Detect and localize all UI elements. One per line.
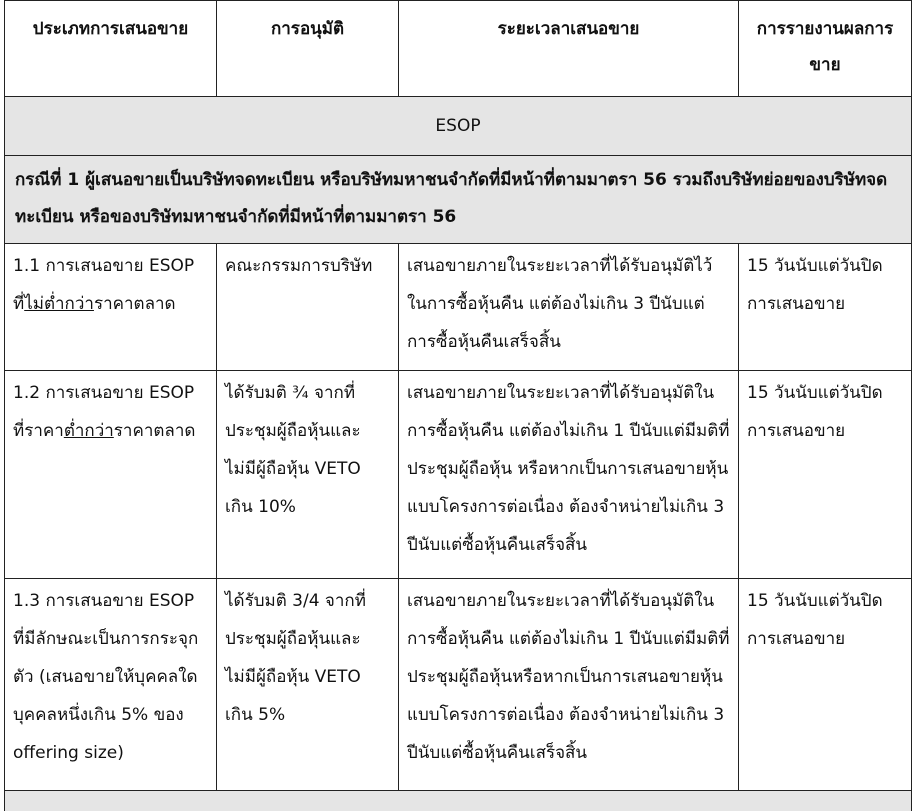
table-row: [5, 579, 912, 791]
next-section-row: [5, 791, 912, 811]
table-row: [5, 244, 912, 371]
offering-type-text: 1.1 การเสนอขาย ESOP ที่: [13, 256, 194, 314]
approval-cell: ได้รับมติ ¾ จากที่ประชุมผู้ถือหุ้นและไม่มีผู้ถือหุ้น VETO เกิน 10%: [217, 371, 399, 579]
period-cell: เสนอขายภายในระยะเวลาที่ได้รับอนุมัติในการซื้อหุ้นคืน แต่ต้องไม่เกิน 1 ปีนับแต่มีมติที่ประชุมผู้ถือหุ้นหรือหากเป็นการเสนอขายหุ้นแบบโครงการต่อเนื่อง ต้องจำหน่ายไม่เกิน 3 ปีนับแต่ซื้อหุ้นคืนเสร็จสิ้น: [399, 579, 739, 791]
period-cell: เสนอขายภายในระยะเวลาที่ได้รับอนุมัติไว้ในการซื้อหุ้นคืน แต่ต้องไม่เกิน 3 ปีนับแต่การซื้อหุ้นคืนเสร็จสิ้น: [399, 244, 739, 371]
offering-type-cell: [5, 371, 217, 579]
header-offering-period: ระยะเวลาเสนอขาย: [399, 1, 739, 97]
case-title: กรณีที่ 1 ผู้เสนอขายเป็นบริษัทจดทะเบียน หรือบริษัทมหาชนจำกัดที่มีหน้าที่ตามมาตรา 56 รวมถึงบริษัทย่อยของบริษัทจดทะเบียน หรือของบริษัทมหาชนจำกัดที่มีหน้าที่ตามมาตรา 56: [5, 156, 912, 244]
header-approval: การอนุมัติ: [217, 1, 399, 97]
header-offering-type: ประเภทการเสนอขาย: [5, 1, 217, 97]
offering-type-cell: [5, 579, 217, 791]
offering-type-suffix: ราคาตลาด: [114, 421, 196, 441]
header-sales-report: การรายงานผลการขาย: [739, 1, 912, 97]
offering-type-text: 1.3 การเสนอขาย ESOP ที่มีลักษณะเป็นการกระจุกตัว (เสนอขายให้บุคคลใดบุคคลหนึ่งเกิน 5% ของ offering size): [13, 591, 198, 763]
table-row: [5, 371, 912, 579]
report-cell: 15 วันนับแต่วันปิดการเสนอขาย: [739, 244, 912, 371]
period-cell: เสนอขายภายในระยะเวลาที่ได้รับอนุมัติในการซื้อหุ้นคืน แต่ต้องไม่เกิน 1 ปีนับแต่มีมติที่ประชุมผู้ถือหุ้น หรือหากเป็นการเสนอขายหุ้นแบบโครงการต่อเนื่อง ต้องจำหน่ายไม่เกิน 3 ปีนับแต่ซื้อหุ้นคืนเสร็จสิ้น: [399, 371, 739, 579]
offering-type-emphasis: ต่ำกว่า: [64, 421, 114, 441]
section-title: ESOP: [5, 97, 912, 156]
esop-offering-table: [4, 0, 912, 811]
offering-type-suffix: ราคาตลาด: [94, 294, 176, 314]
report-cell: 15 วันนับแต่วันปิดการเสนอขาย: [739, 371, 912, 579]
offering-type-emphasis: ไม่ต่ำกว่า: [24, 294, 94, 314]
approval-cell: คณะกรรมการบริษัท: [217, 244, 399, 371]
offering-type-text: 1.2 การเสนอขาย ESOP ที่ราคา: [13, 383, 194, 441]
report-cell: 15 วันนับแต่วันปิดการเสนอขาย: [739, 579, 912, 791]
next-section-cell: [5, 791, 912, 811]
case-row: [5, 156, 912, 244]
section-row: [5, 97, 912, 156]
offering-type-cell: [5, 244, 217, 371]
approval-cell: ได้รับมติ 3/4 จากที่ประชุมผู้ถือหุ้นและไม่มีผู้ถือหุ้น VETO เกิน 5%: [217, 579, 399, 791]
header-row: [5, 1, 912, 97]
